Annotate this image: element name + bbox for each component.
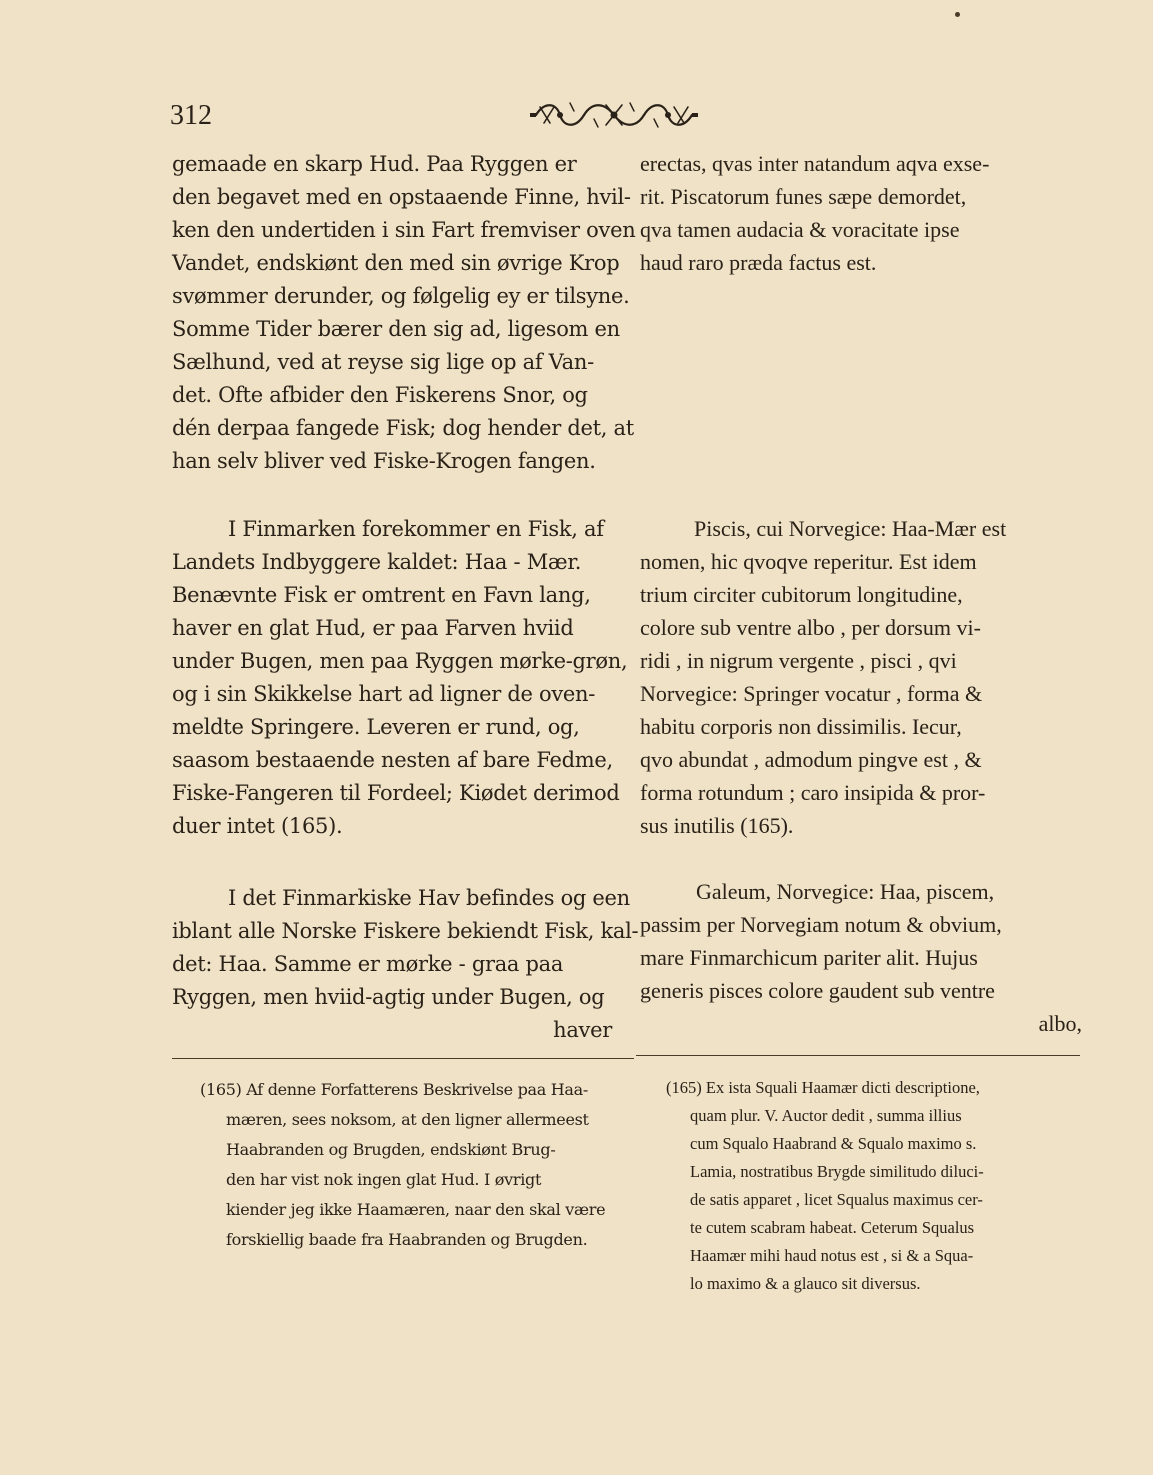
right-p2-line: qvo abundat , admodum pingve est , & [640,747,982,772]
right-p3-line: Galeum, Norvegice: Haa, piscem, [696,879,995,904]
left-p2-line: I Finmarken forekommer en Fisk, af [228,517,604,541]
footnote-left-line: kiender jeg ikke Haamæren, naar den skal være [226,1200,606,1219]
left-p2-line: Landets Indbyggere kaldet: Haa - Mær. [172,550,582,574]
right-p2-line: nomen, hic qvoqve reperitur. Est idem [640,549,977,574]
left-p2-line: meldte Springere. Leveren er rund, og, [172,715,580,739]
left-p1-line: den begavet med en opstaaende Finne, hvil- [172,185,631,209]
left-p3-line: Ryggen, men hviid-agtig under Bugen, og [172,985,605,1009]
footnote-right-line: Lamia, nostratibus Brygde similitudo diluci- [690,1162,984,1181]
footnote-left-line: forskiellig baade fra Haabranden og Brugden. [226,1230,588,1249]
right-p3-line: passim per Norvegiam notum & obvium, [640,912,1002,937]
catchword-right: albo, [1038,1011,1082,1036]
right-p1-line: haud raro præda factus est. [640,250,877,275]
footnote-right [666,0,1086,1310]
footnote-right-line: Haamær mihi haud notus est , si & a Squa- [690,1246,974,1265]
right-p2-line: Piscis, cui Norvegice: Haa-Mær est [694,516,1007,541]
footnote-right-line: lo maximo & a glauco sit diversus. [690,1274,921,1293]
right-p2-line: forma rotundum ; caro insipida & pror- [640,780,986,805]
footnote-right-line: (165) Ex ista Squali Haamær dicti descriptione, [666,1078,980,1097]
catchword-left: haver [553,1018,612,1042]
left-p2-line: Fiske-Fangeren til Fordeel; Kiødet derimod [172,781,620,805]
left-p1-line: Somme Tider bærer den sig ad, ligesom en [172,317,620,341]
left-p2-line: haver en glat Hud, er paa Farven hviid [172,616,574,640]
left-p3-line: I det Finmarkiske Hav befindes og een [228,886,630,910]
left-p1-line: ken den undertiden i sin Fart fremviser oven [172,218,636,242]
left-p2-line: under Bugen, men paa Ryggen mørke-grøn, [172,649,628,673]
left-p3-line: iblant alle Norske Fiskere bekiendt Fisk, kal- [172,919,639,943]
left-p1-line: Vandet, endskiønt den med sin øvrige Krop [172,251,620,275]
right-p3-line: generis pisces colore gaudent sub ventre [640,978,995,1003]
left-p3-line: det: Haa. Samme er mørke - graa paa [172,952,564,976]
left-p2-line: Benævnte Fisk er omtrent en Favn lang, [172,583,591,607]
footnote-right-line: quam plur. V. Auctor dedit , summa illius [690,1106,962,1125]
left-p1-line: svømmer derunder, og følgelig ey er tilsyne. [172,284,630,308]
left-p1-line: dén derpaa fangede Fisk; dog hender det, at [172,416,634,440]
right-p3-line: mare Finmarchicum pariter alit. Hujus [640,945,978,970]
footnote-left-line: mæren, sees noksom, at den ligner allermeest [226,1110,589,1129]
footnote-left [200,0,620,1260]
left-p1-line: det. Ofte afbider den Fiskerens Snor, og [172,383,588,407]
footnote-left-line: den har vist nok ingen glat Hud. I øvrigt [226,1170,542,1189]
right-p2-line: trium circiter cubitorum longitudine, [640,582,963,607]
right-p2-line: sus inutilis (165). [640,813,794,838]
right-p1-line: erectas, qvas inter natandum aqva exse- [640,151,990,176]
right-p1-line: qva tamen audacia & voracitate ipse [640,217,960,242]
footnote-right-line: de satis apparet , licet Squalus maximus cer- [690,1190,983,1209]
right-p2-line: ridi , in nigrum vergente , pisci , qvi [640,648,957,673]
page-number: 312 [170,100,212,131]
footnote-left-line: Haabranden og Brugden, endskiønt Brug- [226,1140,556,1159]
right-p1-line: rit. Piscatorum funes sæpe demordet, [640,184,967,209]
left-p1-line: gemaade en skarp Hud. Paa Ryggen er [172,152,577,176]
footnote-right-line: cum Squalo Haabrand & Squalo maximo s. [690,1134,977,1153]
right-p2-line: habitu corporis non dissimilis. Iecur, [640,714,962,739]
left-p2-line: saasom bestaaende nesten af bare Fedme, [172,748,613,772]
left-p2-line: og i sin Skikkelse hart ad ligner de oven- [172,682,596,706]
footnote-right-line: te cutem scabram habeat. Ceterum Squalus [690,1218,975,1237]
left-p1-line: han selv bliver ved Fiske-Krogen fangen. [172,449,596,473]
footnote-left-line: (165) Af denne Forfatterens Beskrivelse paa Haa- [200,1080,589,1099]
right-p2-line: colore sub ventre albo , per dorsum vi- [640,615,981,640]
right-p2-line: Norvegice: Springer vocatur , forma & [640,681,983,706]
left-p1-line: Sælhund, ved at reyse sig lige op af Van- [172,350,594,374]
left-p2-line: duer intet (165). [172,814,343,838]
